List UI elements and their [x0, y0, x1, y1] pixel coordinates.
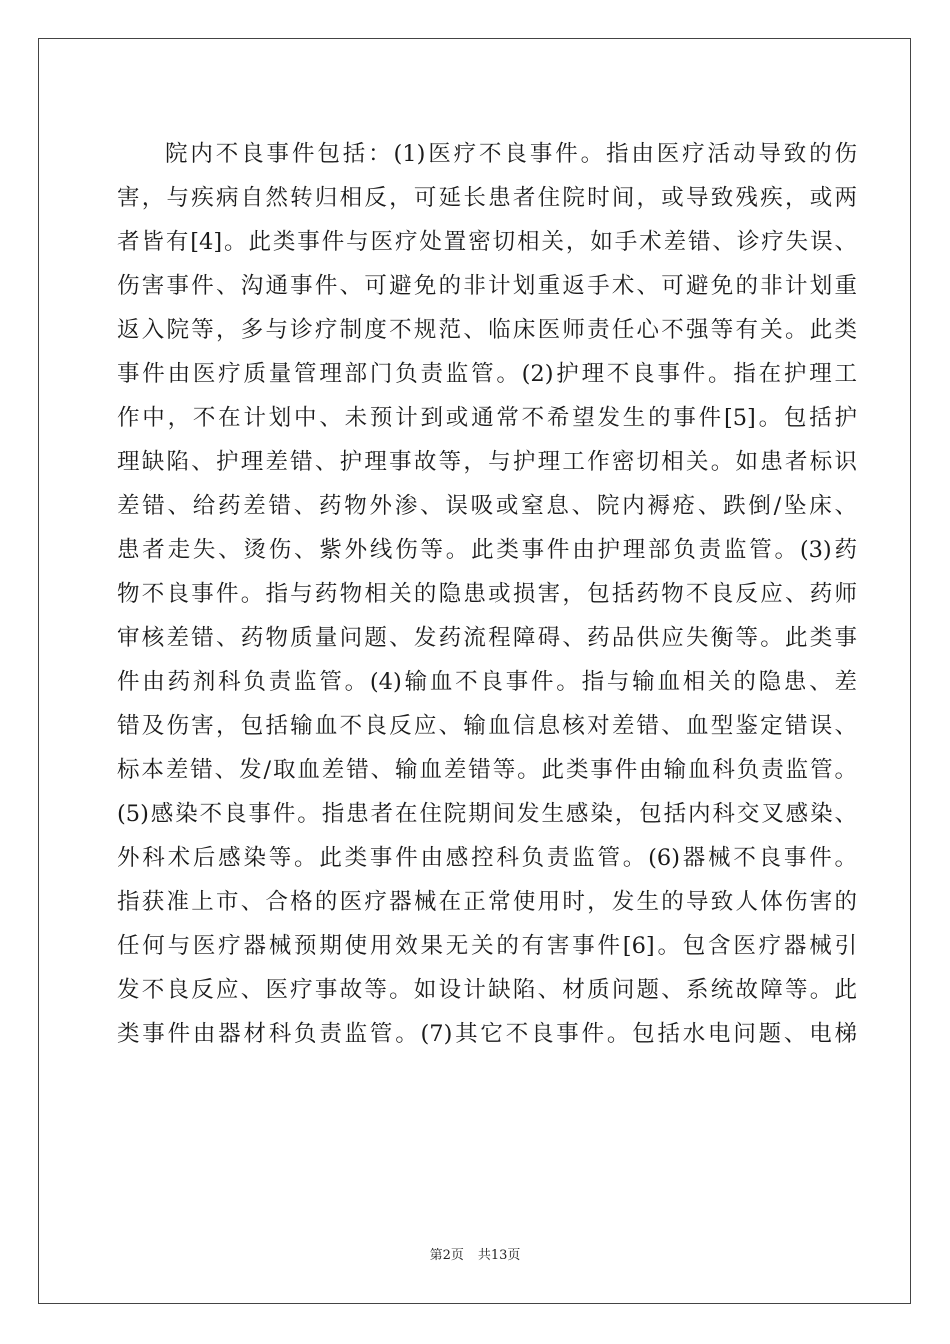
- document-body: [117, 132, 857, 1056]
- text-line: 错及伤害，包括输血不良反应、输血信息核对差错、血型鉴定错误、: [117, 713, 857, 739]
- text-line: 作中，不在计划中、未预计到或通常不希望发生的事件[5]。包括护: [117, 405, 857, 431]
- text-line: 理缺陷、护理差错、护理事故等，与护理工作密切相关。如患者标识: [117, 449, 857, 475]
- text-line: 事件由医疗质量管理部门负责监管。(2)护理不良事件。指在护理工: [117, 361, 857, 387]
- page-number: 第2页: [429, 1248, 464, 1263]
- text-line: 类事件由器材科负责监管。(7)其它不良事件。包括水电问题、电梯: [117, 1021, 857, 1047]
- total-pages: 共13页: [477, 1248, 521, 1263]
- text-line: 件由药剂科负责监管。(4)输血不良事件。指与输血相关的隐患、差: [117, 669, 857, 695]
- text-line: 害，与疾病自然转归相反，可延长患者住院时间，或导致残疾，或两: [117, 185, 857, 211]
- text-line: 物不良事件。指与药物相关的隐患或损害，包括药物不良反应、药师: [117, 581, 857, 607]
- text-line: 标本差错、发/取血差错、输血差错等。此类事件由输血科负责监管。: [117, 757, 857, 783]
- text-line: 者皆有[4]。此类事件与医疗处置密切相关，如手术差错、诊疗失误、: [117, 229, 857, 255]
- text-line: 指获准上市、合格的医疗器械在正常使用时，发生的导致人体伤害的: [117, 889, 857, 915]
- text-line: 返入院等，多与诊疗制度不规范、临床医师责任心不强等有关。此类: [117, 317, 857, 343]
- text-line: 患者走失、烫伤、紫外线伤等。此类事件由护理部负责监管。(3)药: [117, 537, 857, 563]
- text-line: 外科术后感染等。此类事件由感控科负责监管。(6)器械不良事件。: [117, 845, 857, 871]
- page-footer: [0, 1244, 950, 1263]
- text-line: 伤害事件、沟通事件、可避免的非计划重返手术、可避免的非计划重: [117, 273, 857, 299]
- text-line: (5)感染不良事件。指患者在住院期间发生感染，包括内科交叉感染、: [117, 801, 857, 827]
- text-line: 发不良反应、医疗事故等。如设计缺陷、材质问题、系统故障等。此: [117, 977, 857, 1003]
- text-line: 院内不良事件包括：(1)医疗不良事件。指由医疗活动导致的伤: [165, 141, 857, 167]
- text-line: 审核差错、药物质量问题、发药流程障碍、药品供应失衡等。此类事: [117, 625, 857, 651]
- text-line: 差错、给药差错、药物外渗、误吸或窒息、院内褥疮、跌倒/坠床、: [117, 493, 857, 519]
- text-line: 任何与医疗器械预期使用效果无关的有害事件[6]。包含医疗器械引: [117, 933, 857, 959]
